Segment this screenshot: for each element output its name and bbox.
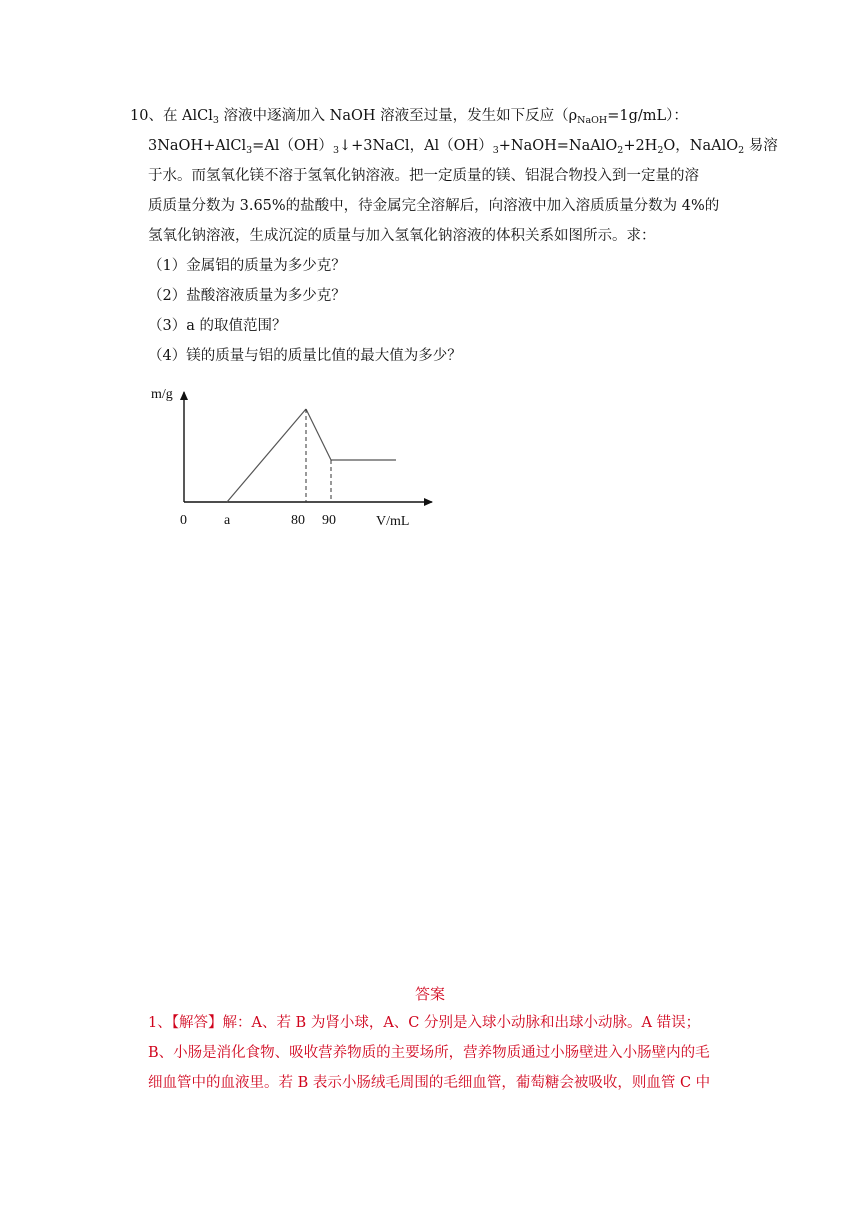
question-line-5: 氢氧化钠溶液，生成沉淀的质量与加入氢氧化钠溶液的体积关系如图所示。求： bbox=[148, 228, 656, 244]
rising-segment bbox=[227, 409, 306, 502]
question-line-2: $3NaOH+AlCl_3=Al(OH)_3↓+3NaCl$，$Al(OH)_3+NaOH=NaAlO_2+2H_2O$，NaAlO$_2$ 易溶 bbox=[148, 138, 778, 156]
answer-line-2: B、小肠是消化食物、吸收营养物质的主要场所，营养物质通过小肠壁进入小肠壁内的毛 bbox=[148, 1045, 710, 1061]
question-line-1: 10、在 AlCl$_3$ 溶液中逐滴加入 NaOH 溶液至过量，发生如下反应$(\rho_{NaOH}=1g/mL)$： bbox=[130, 108, 688, 126]
sub-question-2: （2）盐酸溶液质量为多少克？ bbox=[148, 288, 346, 304]
sub-question-1: （1）金属铝的质量为多少克？ bbox=[148, 258, 346, 274]
answer-line-3: 细血管中的血液里。若 B 表示小肠绒毛周围的毛细血管，葡萄糖会被吸收，则血管 C 中 bbox=[148, 1075, 711, 1091]
precipitate-volume-graph bbox=[140, 378, 460, 538]
tick-label-80: 80 bbox=[291, 513, 305, 528]
origin-label: 0 bbox=[180, 513, 187, 528]
tick-label-90: 90 bbox=[322, 513, 336, 528]
tick-label-a: a bbox=[224, 513, 231, 528]
sub-question-4: （4）镁的质量与铝的质量比值的最大值为多少？ bbox=[148, 348, 462, 364]
sub-question-3: （3）a 的取值范围？ bbox=[148, 318, 287, 334]
question-line-4: 质质量分数为 3.65%的盐酸中，待金属完全溶解后，向溶液中加入溶质质量分数为 4%的 bbox=[148, 198, 720, 214]
answer-title: 答案 bbox=[414, 985, 445, 1003]
answer-line-1: 1、【解答】解：A、若 B 为肾小球，A、C 分别是入球小动脉和出球小动脉。A 错误； bbox=[148, 1015, 701, 1031]
x-axis-label: V/mL bbox=[376, 514, 410, 529]
falling-segment bbox=[306, 409, 331, 460]
y-axis-label: m/g bbox=[151, 387, 173, 402]
question-line-3: 于水。而氢氧化镁不溶于氢氧化钠溶液。把一定质量的镁、铝混合物投入到一定量的溶 bbox=[148, 168, 699, 184]
